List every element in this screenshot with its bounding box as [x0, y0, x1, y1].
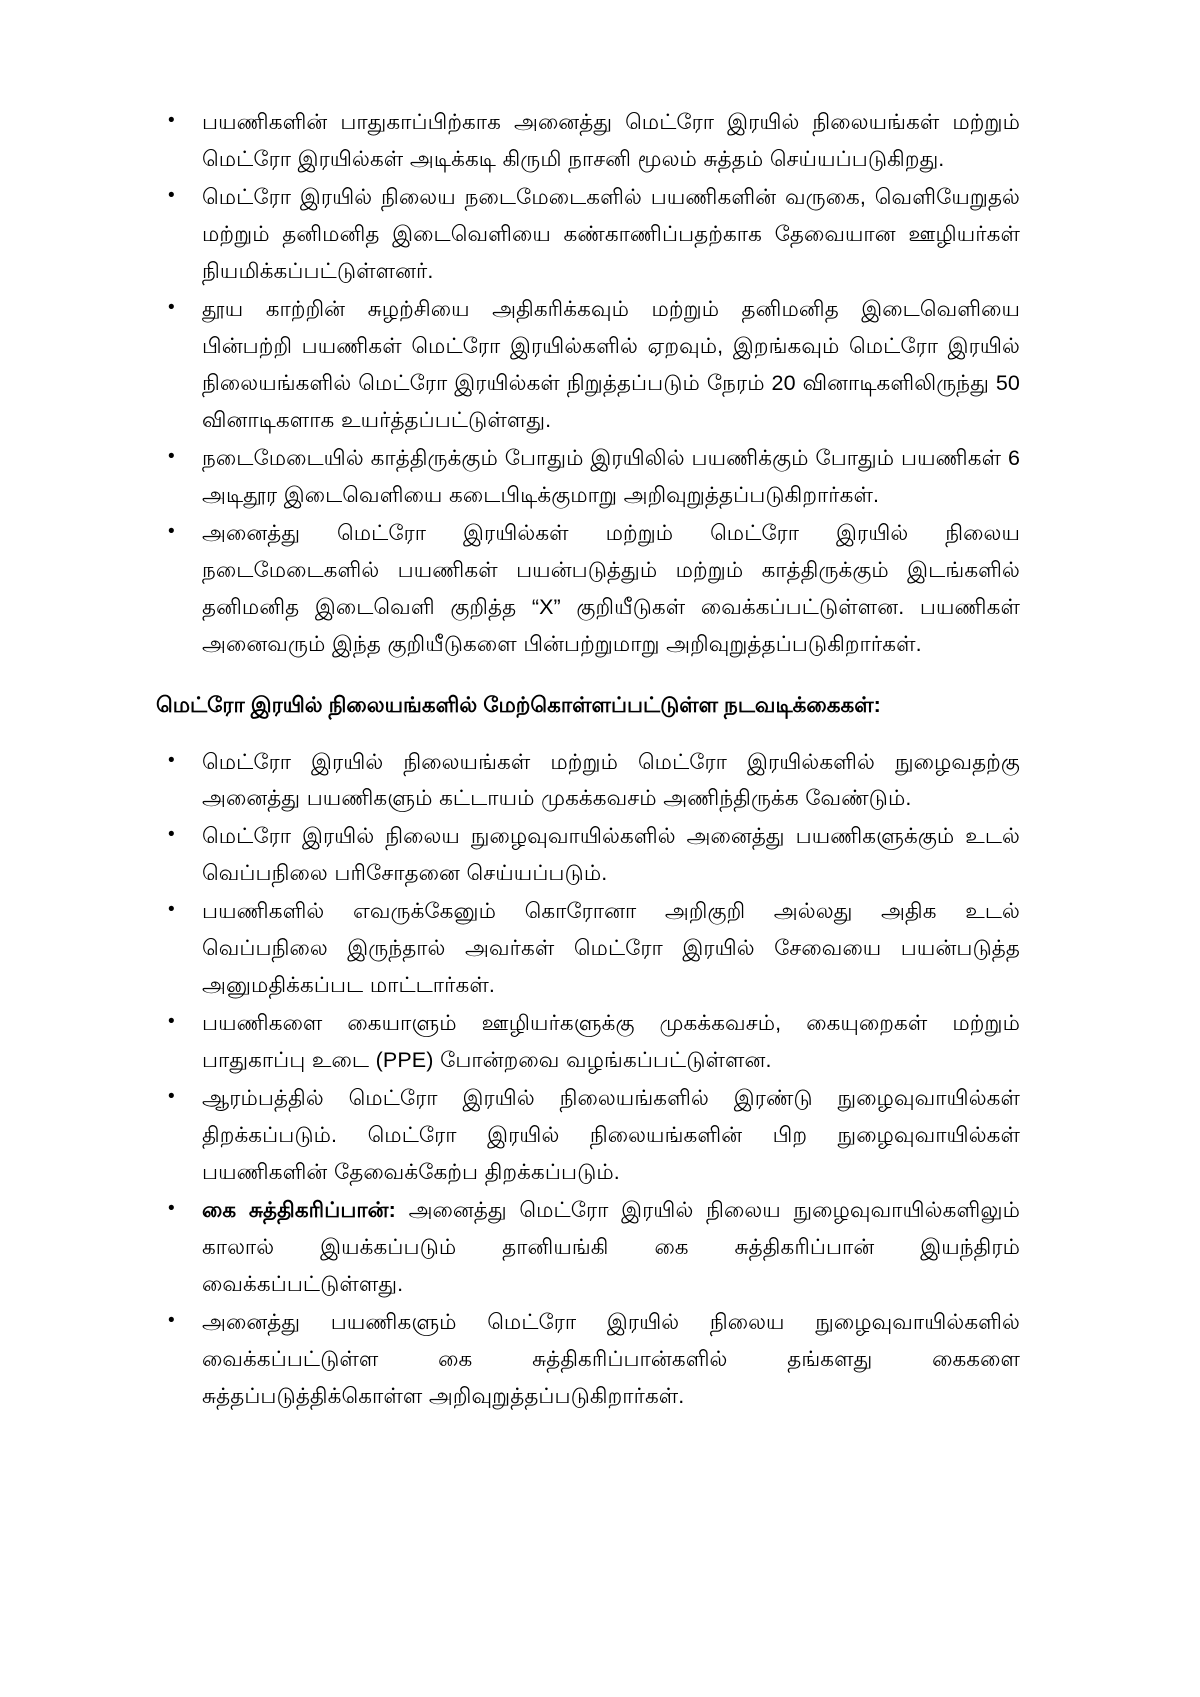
list-item — [152, 104, 1020, 178]
list-item — [152, 744, 1020, 818]
list-item — [152, 818, 1020, 892]
bullet-text: • நடைமேடையில் காத்திருக்கும் போதும் இரயிலில் பயணிக்கும் போதும் பயணிகள் 6 அடிதூர இடைவெளியை கடைபிடிக்குமாறு அறிவுறுத்தப்படுகிறார்கள். — [202, 445, 1020, 507]
safety-measures-list-one — [152, 104, 1020, 663]
bullet-text: • அனைத்து பயணிகளும் மெட்ரோ இரயில் நிலைய நுழைவுவாயில்களில் வைக்கப்பட்டுள்ள கை சுத்திகரிப்பான்களில் தங்களது கைகளை சுத்தப்படுத்திக்கொள்ள அறிவுறுத்தப்படுகிறார்கள். — [202, 1310, 1020, 1408]
list-item — [152, 291, 1020, 439]
bullet-text: • மெட்ரோ இரயில் நிலைய நடைமேடைகளில் பயணிகளின் வருகை, வெளியேறுதல் மற்றும் தனிமனித இடைவெளியை கண்காணிப்பதற்காக தேவையான ஊழியர்கள் நியமிக்கப்பட்டுள்ளனர். — [202, 184, 1020, 283]
bullet-lead-label: கை சுத்திகரிப்பான்: — [202, 1198, 396, 1223]
bullet-text: • அனைத்து மெட்ரோ இரயில்கள் மற்றும் மெட்ரோ இரயில் நிலைய நடைமேடைகளில் பயணிகள் பயன்படுத்தும் மற்றும் காத்திருக்கும் இடங்களில் தனிமனித இடைவெளி குறித்த “X” குறியீடுகள் வைக்கப்பட்டுள்ளன. பயணிகள் அனைவரும் இந்த குறியீடுகளை பின்பற்றுமாறு அறிவுறுத்தப்படுகிறார்கள். — [202, 520, 1020, 656]
bullet-text: • பயணிகளை கையாளும் ஊழியர்களுக்கு முகக்கவசம், கையுறைகள் மற்றும் பாதுகாப்பு உடை (PPE) போன்றவை வழங்கப்பட்டுள்ளன. — [202, 1011, 1020, 1073]
section-heading-station-measures: மெட்ரோ இரயில் நிலையங்களில் மேற்கொள்ளப்பட்டுள்ள நடவடிக்கைகள்: — [156, 692, 881, 717]
bullet-text: • மெட்ரோ இரயில் நிலையங்கள் மற்றும் மெட்ரோ இரயில்களில் நுழைவதற்கு அனைத்து பயணிகளும் கட்டாயம் முகக்கவசம் அணிந்திருக்க வேண்டும். — [202, 749, 1020, 811]
bullet-text: • பயணிகளின் பாதுகாப்பிற்காக அனைத்து மெட்ரோ இரயில் நிலையங்கள் மற்றும் மெட்ரோ இரயில்கள் அடிக்கடி கிருமி நாசனி மூலம் சுத்தம் செய்யப்படுகிறது. — [202, 110, 1020, 171]
list-item — [152, 515, 1020, 663]
list-item-hand-sanitizer — [152, 1192, 1020, 1303]
bullet-text: • பயணிகளில் எவருக்கேனும் கொரோனா அறிகுறி அல்லது அதிக உடல் வெப்பநிலை இருந்தால் அவர்கள் மெட்ரோ இரயில் சேவையை பயன்படுத்த அனுமதிக்கப்பட மாட்டார்கள். — [202, 899, 1020, 998]
list-item — [152, 893, 1020, 1004]
bullet-text: • மெட்ரோ இரயில் நிலைய நுழைவுவாயில்களில் அனைத்து பயணிகளுக்கும் உடல் வெப்பநிலை பரிசோதனை செய்யப்படும். — [202, 824, 1020, 886]
bullet-text-with-lead — [202, 1192, 1020, 1303]
list-item — [152, 440, 1020, 514]
list-item — [152, 1005, 1020, 1079]
document-content — [152, 104, 1020, 1416]
bullet-text: • ஆரம்பத்தில் மெட்ரோ இரயில் நிலையங்களில் இரண்டு நுழைவுவாயில்கள் திறக்கப்படும். மெட்ரோ இரயில் நிலையங்களின் பிற நுழைவுவாயில்கள் பயணிகளின் தேவைக்கேற்ப திறக்கப்படும். — [202, 1086, 1020, 1185]
bullet-text: • தூய காற்றின் சுழற்சியை அதிகரிக்கவும் மற்றும் தனிமனித இடைவெளியை பின்பற்றி பயணிகள் மெட்ரோ இரயில்களில் ஏறவும், இறங்கவும் மெட்ரோ இரயில் நிலையங்களில் மெட்ரோ இரயில்கள் நிறுத்தப்படும் நேரம் 20 வினாடிகளிலிருந்து 50 வினாடிகளாக உயர்த்தப்பட்டுள்ளது. — [202, 296, 1020, 432]
bullet-body-text: அனைத்து மெட்ரோ இரயில் நிலைய நுழைவுவாயில்களிலும் காலால் இயக்கப்படும் தானியங்கி கை சுத்திகரிப்பான் இயந்திரம் வைக்கப்பட்டுள்ளது. — [202, 1198, 1020, 1297]
list-item — [152, 1080, 1020, 1191]
list-item — [152, 179, 1020, 290]
safety-measures-list-two — [152, 744, 1020, 1415]
list-item — [152, 1304, 1020, 1415]
